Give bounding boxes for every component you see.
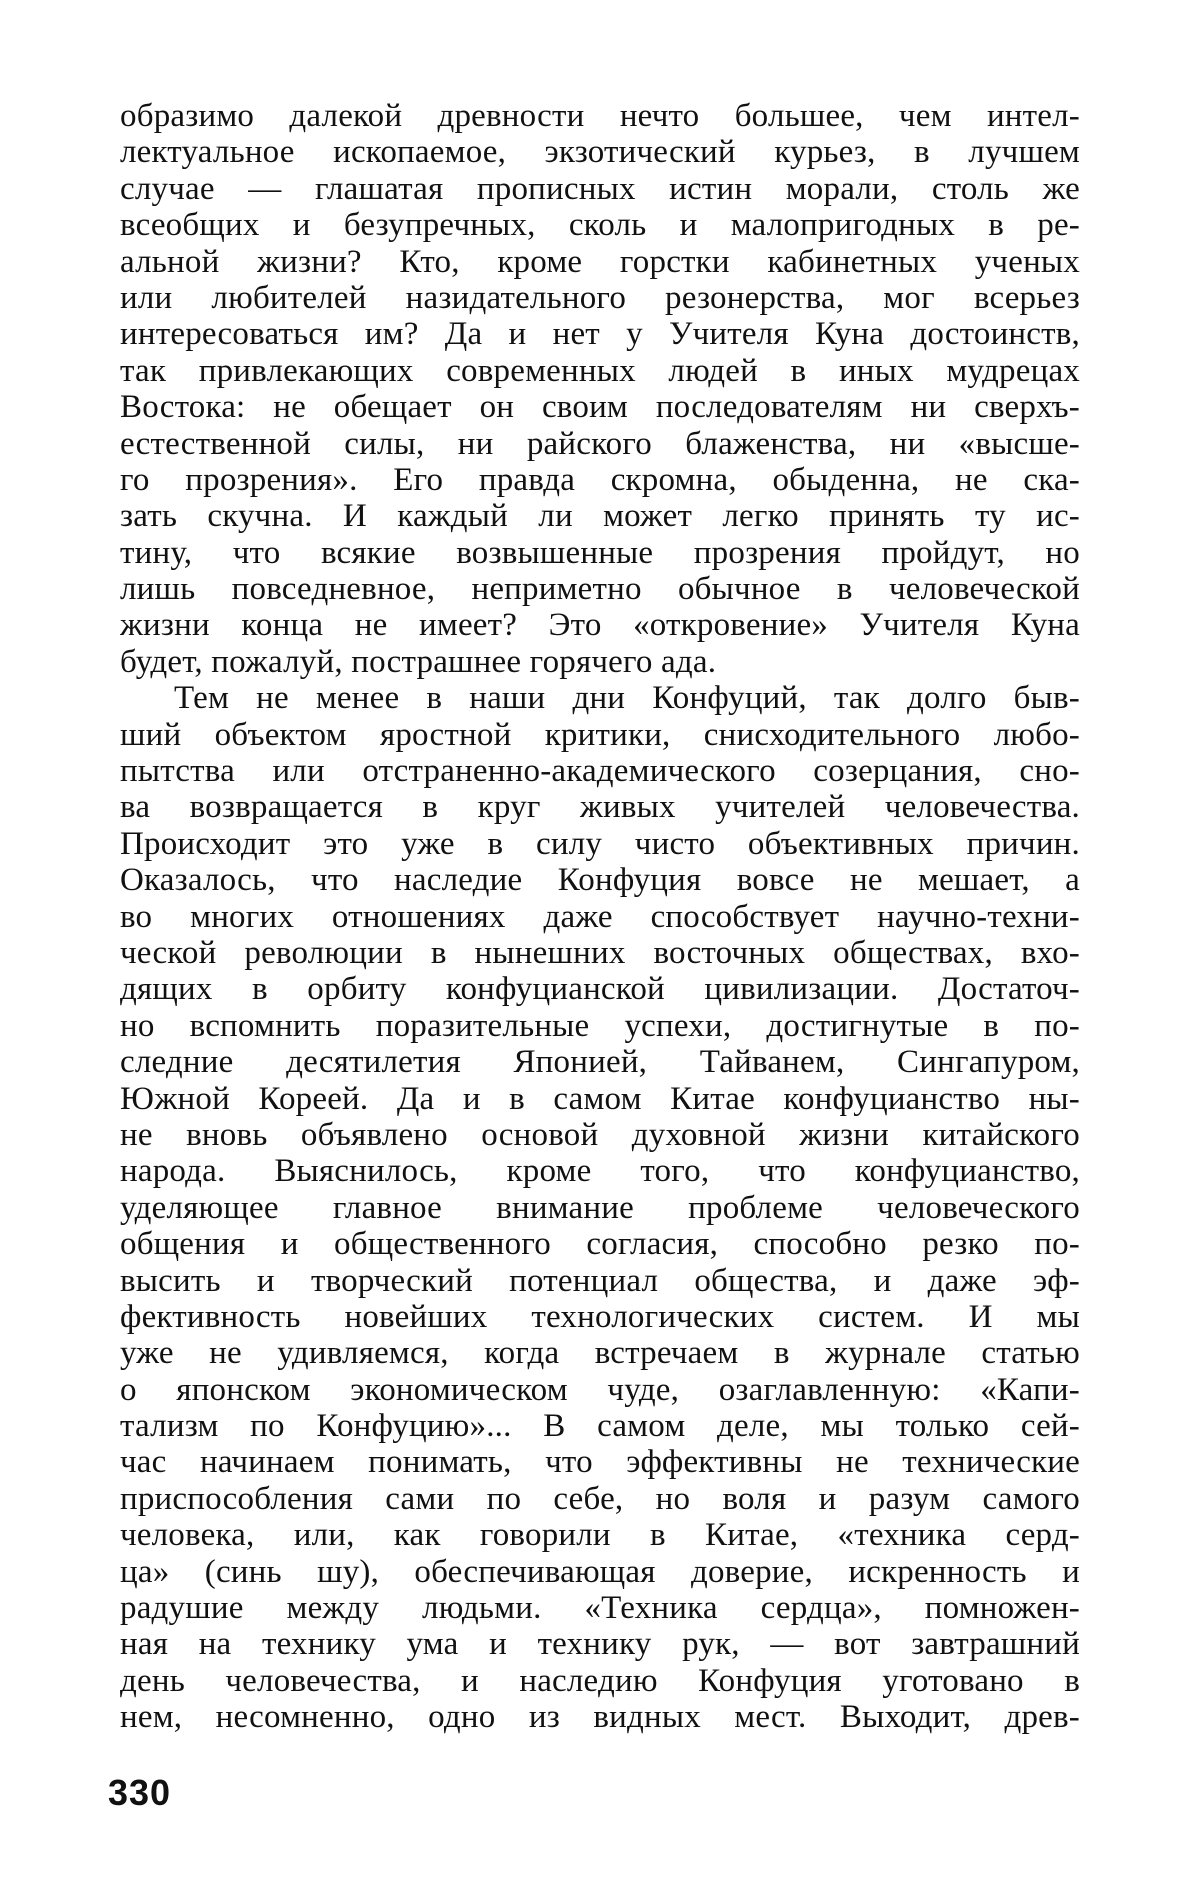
text-line: во многих отношениях даже способствует научно-техни- — [120, 899, 1080, 935]
text-line: ная на технику ума и технику рук, — вот завтрашний — [120, 1626, 1080, 1662]
text-line: образимо далекой древности нечто большее, чем интел- — [120, 98, 1080, 134]
text-line: будет, пожалуй, пострашнее горячего ада. — [120, 644, 1080, 680]
text-line: естественной силы, ни райского блаженства, ни «высше- — [120, 426, 1080, 462]
text-line: радушие между людьми. «Техника сердца», помножен- — [120, 1590, 1080, 1626]
text-line: Южной Кореей. Да и в самом Китае конфуцианство ны- — [120, 1081, 1080, 1117]
text-line: Оказалось, что наследие Конфуция вовсе не мешает, а — [120, 862, 1080, 898]
paragraph-2 — [120, 680, 1080, 1735]
text-line: так привлекающих современных людей в иных мудрецах — [120, 353, 1080, 389]
text-line: ший объектом яростной критики, снисходительного любо- — [120, 717, 1080, 753]
page-number: 330 — [108, 1772, 171, 1814]
text-line: уже не удивляемся, когда встречаем в журнале статью — [120, 1335, 1080, 1371]
text-line: всеобщих и безупречных, сколь и малопригодных в ре- — [120, 207, 1080, 243]
text-line: нем, несомненно, одно из видных мест. Выходит, древ- — [120, 1699, 1080, 1735]
text-line: Происходит это уже в силу чисто объективных причин. — [120, 826, 1080, 862]
text-line: уделяющее главное внимание проблеме человеческого — [120, 1190, 1080, 1226]
text-line: высить и творческий потенциал общества, и даже эф- — [120, 1263, 1080, 1299]
book-page — [0, 0, 1200, 1888]
text-line: но вспомнить поразительные успехи, достигнутые в по- — [120, 1008, 1080, 1044]
text-line: день человечества, и наследию Конфуция уготовано в — [120, 1663, 1080, 1699]
text-line: народа. Выяснилось, кроме того, что конфуцианство, — [120, 1153, 1080, 1189]
text-line: не вновь объявлено основой духовной жизни китайского — [120, 1117, 1080, 1153]
text-line: альной жизни? Кто, кроме горстки кабинетных ученых — [120, 244, 1080, 280]
body-text — [120, 98, 1080, 1736]
text-line: дящих в орбиту конфуцианской цивилизации. Достаточ- — [120, 971, 1080, 1007]
text-line: ческой революции в нынешних восточных обществах, вхо- — [120, 935, 1080, 971]
text-line: человека, или, как говорили в Китае, «техника серд- — [120, 1517, 1080, 1553]
text-line: час начинаем понимать, что эффективны не технические — [120, 1444, 1080, 1480]
text-line: ца» (синь шу), обеспечивающая доверие, искренность и — [120, 1554, 1080, 1590]
text-line: следние десятилетия Японией, Тайванем, Сингапуром, — [120, 1044, 1080, 1080]
text-line: Востока: не обещает он своим последователям ни сверхъ- — [120, 389, 1080, 425]
text-line: жизни конца не имеет? Это «откровение» Учителя Куна — [120, 607, 1080, 643]
text-line: приспособления сами по себе, но воля и разум самого — [120, 1481, 1080, 1517]
text-line: фективность новейших технологических систем. И мы — [120, 1299, 1080, 1335]
text-line: общения и общественного согласия, способно резко по- — [120, 1226, 1080, 1262]
text-line: тину, что всякие возвышенные прозрения пройдут, но — [120, 535, 1080, 571]
paragraph-1 — [120, 98, 1080, 680]
text-line: зать скучна. И каждый ли может легко принять ту ис- — [120, 498, 1080, 534]
text-line: или любителей назидательного резонерства, мог всерьез — [120, 280, 1080, 316]
text-line: го прозрения». Его правда скромна, обыденна, не ска- — [120, 462, 1080, 498]
text-line: лектуальное ископаемое, экзотический курьез, в лучшем — [120, 134, 1080, 170]
text-line: ва возвращается в круг живых учителей человечества. — [120, 789, 1080, 825]
text-line: интересоваться им? Да и нет у Учителя Куна достоинств, — [120, 316, 1080, 352]
text-line: лишь повседневное, неприметно обычное в человеческой — [120, 571, 1080, 607]
text-line: тализм по Конфуцию»... В самом деле, мы только сей- — [120, 1408, 1080, 1444]
text-line: Тем не менее в наши дни Конфуций, так долго быв- — [120, 680, 1080, 716]
text-line: случае — глашатая прописных истин морали, столь же — [120, 171, 1080, 207]
text-line: о японском экономическом чуде, озаглавленную: «Капи- — [120, 1372, 1080, 1408]
text-line: пытства или отстраненно-академического созерцания, сно- — [120, 753, 1080, 789]
